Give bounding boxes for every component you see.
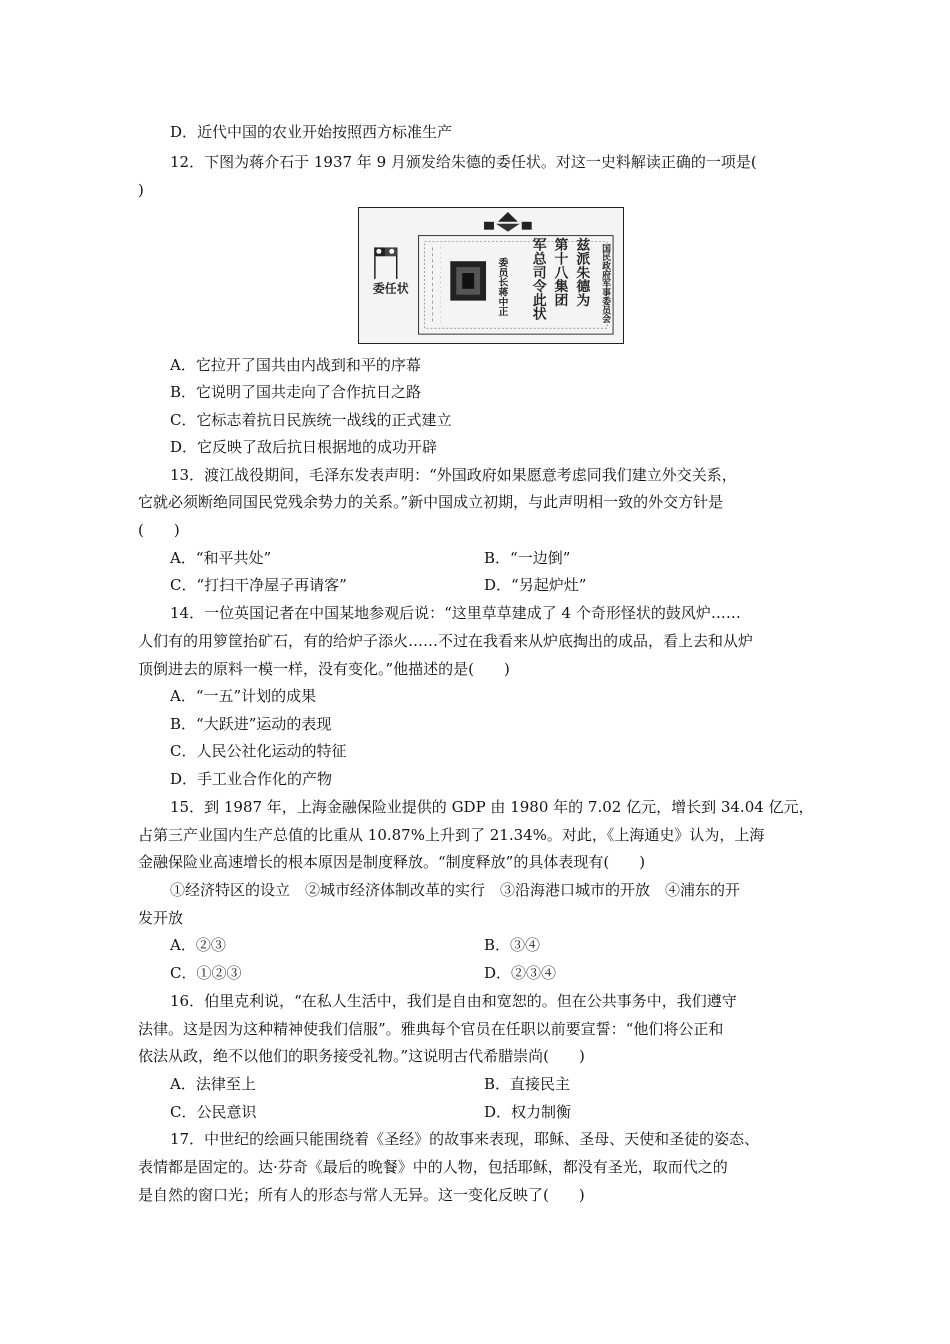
q15-statements: ①经济特区的设立 ②城市经济体制改革的实行 ③沿海港口城市的开放 ④浦东的开 — [170, 881, 741, 899]
q12-option-b: B．它说明了国共走向了合作抗日之路 — [170, 383, 422, 401]
q13-option-b: B．“一边倒” — [484, 549, 571, 567]
q15-stem: 15．到 1987 年，上海金融保险业提供的 GDP 由 1980 年的 7.02 亿元，增长到 34.04 亿元， — [170, 798, 814, 816]
seal-column-text: 委员长蒋中正 — [496, 257, 508, 317]
left-title-text: 委任状 — [372, 281, 409, 296]
q14-option-b: B．“大跃进”运动的表现 — [170, 715, 332, 733]
q16-stem-cont2: 依法从政，绝不以他们的职务接受礼物。”这说明古代希腊崇尚( ) — [138, 1047, 585, 1065]
q12-option-c: C．它标志着抗日民族统一战线的正式建立 — [170, 411, 452, 429]
q13-stem-cont: 它就必须断绝同国民党残余势力的关系。”新中国成立初期，与此声明相一致的外交方针是 — [138, 493, 724, 511]
q12-stem-cont: ) — [138, 181, 144, 199]
q13-stem: 13．渡江战役期间，毛泽东发表声明：“外国政府如果愿意考虑同我们建立外交关系， — [170, 466, 737, 484]
q15-stem-cont2: 金融保险业高速增长的根本原因是制度释放。“制度释放”的具体表现有( ) — [138, 853, 646, 871]
q13-option-c: C．“打扫干净屋子再请客” — [170, 576, 347, 594]
q14-option-d: D．手工业合作化的产物 — [170, 770, 333, 788]
q15-option-d: D．②③④ — [484, 964, 557, 982]
q14-stem-cont2: 顶倒进去的原料一模一样，没有变化。”他描述的是( ) — [138, 660, 510, 678]
q12-stem: 12．下图为蒋介石于 1937 年 9 月颁发给朱德的委任状。对这一史料解读正确的一项是( — [170, 153, 757, 171]
q14-option-a: A．“一五”计划的成果 — [170, 687, 317, 705]
q16-stem-cont: 法律。这是因为这种精神使我们信服”。雅典每个官员在任职以前要宣誓：“他们将公正和 — [138, 1020, 724, 1038]
text-column-3: 军总司令此状 — [529, 237, 546, 321]
q17-stem-cont: 表情都是固定的。达·芬奇《最后的晚餐》中的人物，包括耶稣，都没有圣光，取而代之的 — [138, 1158, 728, 1176]
q13-option-d: D．“另起炉灶” — [484, 576, 587, 594]
q16-option-d: D．权力制衡 — [484, 1103, 572, 1121]
q15-option-c: C．①②③ — [170, 964, 242, 982]
q17-stem-cont2: 是自然的窗口光；所有人的形态与常人无异。这一变化反映了( ) — [138, 1186, 585, 1204]
appointment-certificate-figure — [358, 207, 624, 344]
q13-option-a: A．“和平共处” — [170, 549, 272, 567]
q15-stem-cont: 占第三产业国内生产总值的比重从 10.87%上升到了 21.34%。对此，《上海通史》认为，上海 — [138, 826, 765, 844]
q12-option-a: A．它拉开了国共由内战到和平的序幕 — [170, 356, 421, 374]
q16-option-b: B．直接民主 — [484, 1075, 571, 1093]
q14-stem-cont: 人们有的用箩筐抬矿石，有的给炉子添火……不过在我看来从炉底掏出的成品，看上去和从炉 — [138, 632, 754, 650]
header-column-text: 国民政府军事委员会 — [600, 243, 611, 324]
q16-option-a: A．法律至上 — [170, 1075, 256, 1093]
q15-option-a: A．②③ — [170, 936, 226, 954]
q14-stem: 14．一位英国记者在中国某地参观后说：“这里草草建成了 4 个奇形怪状的鼓风炉…… — [170, 604, 741, 622]
q16-option-c: C．公民意识 — [170, 1103, 257, 1121]
certificate-image — [359, 208, 623, 343]
q15-option-b: B．③④ — [484, 936, 541, 954]
q12-option-d: D．它反映了敌后抗日根据地的成功开辟 — [170, 438, 438, 456]
q13-stem-paren: ( ) — [138, 521, 180, 539]
q14-option-c: C．人民公社化运动的特征 — [170, 742, 347, 760]
text-column-1: 兹派朱德为 — [573, 237, 590, 307]
q17-stem: 17．中世纪的绘画只能围绕着《圣经》的故事来表现，耶稣、圣母、天使和圣徒的姿态、 — [170, 1130, 760, 1148]
q11-option-d: D．近代中国的农业开始按照西方标准生产 — [170, 123, 453, 141]
q16-stem: 16．伯里克利说，“在私人生活中，我们是自由和宽恕的。但在公共事务中，我们遵守 — [170, 992, 737, 1010]
text-column-2: 第十八集团 — [551, 237, 568, 307]
q15-statements-cont: 发开放 — [138, 909, 184, 927]
